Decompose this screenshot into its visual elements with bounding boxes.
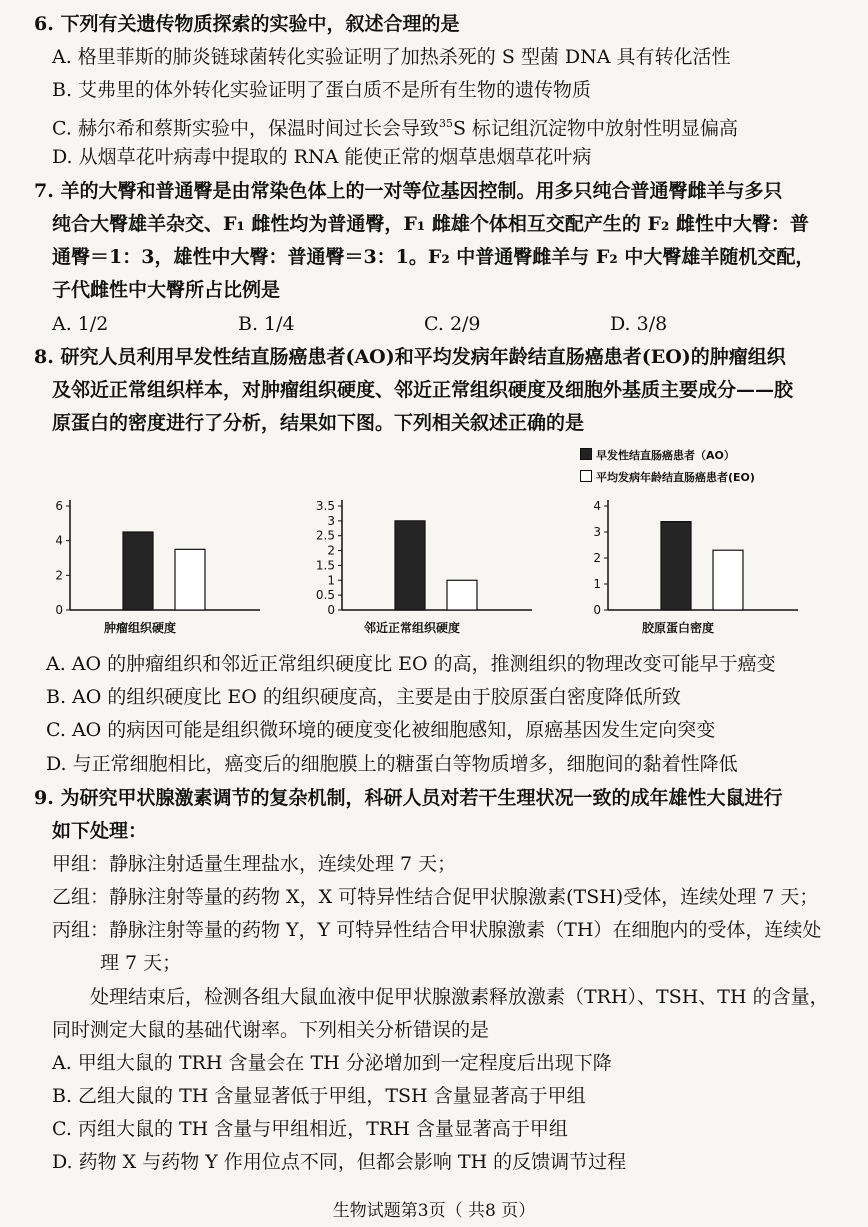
- y-tick-label: 2: [593, 551, 601, 565]
- legend-eo: 平均发病年龄结直肠癌患者(EO): [580, 469, 755, 485]
- q7-option-c: C. 2/9: [424, 313, 481, 335]
- y-tick-label: 0: [593, 603, 601, 617]
- page-footer: 生物试题第3页（ 共8 页）: [332, 1201, 536, 1221]
- q7-option-d: D. 3/8: [610, 313, 668, 335]
- q7-option-a: A. 1/2: [52, 313, 109, 335]
- q9-group-2: 乙组：静脉注射等量的药物 X，X 可特异性结合促甲状腺激素(TSH)受体，连续处理 7 天；: [52, 886, 819, 908]
- q8-stem-line2: 及邻近正常组织样本，对肿瘤组织硬度、邻近正常组织硬度及细胞外基质主要成分——胶: [52, 379, 794, 401]
- q8-option-b: B. AO 的组织硬度比 EO 的组织硬度高，主要是由于胶原蛋白密度降低所致: [46, 686, 681, 708]
- q7-stem-line4: 子代雌性中大臀所占比例是: [52, 279, 281, 301]
- y-tick-label: 1.5: [315, 558, 335, 573]
- bar-eo: [175, 549, 205, 610]
- bar-eo: [713, 550, 743, 610]
- q6-option-b: B. 艾弗里的体外转化实验证明了蛋白质不是所有生物的遗传物质: [52, 79, 592, 101]
- y-tick-label: 3: [327, 513, 335, 528]
- legend-eo-swatch: [580, 470, 592, 482]
- y-tick-label: 0.5: [315, 588, 335, 603]
- q9-option-b: B. 乙组大鼠的 TH 含量显著低于甲组，TSH 含量显著高于甲组: [52, 1085, 586, 1107]
- q7-stem-line3: 通臀＝1：3，雄性中大臀：普通臀＝3：1。F₂ 中普通臀雌羊与 F₂ 中大臀雄羊随机交配，: [52, 246, 815, 268]
- q8-option-a: A. AO 的肿瘤组织和邻近正常组织硬度比 EO 的高，推测组织的物理改变可能早于癌变: [46, 653, 776, 675]
- chart-adjacent-stiffness: [312, 492, 562, 648]
- bar-ao: [661, 522, 691, 610]
- y-tick-label: 2: [327, 543, 335, 558]
- q6-option-d: D. 从烟草花叶病毒中提取的 RNA 能使正常的烟草患烟草花叶病: [52, 146, 592, 168]
- q9-group-1: 甲组：静脉注射适量生理盐水，连续处理 7 天；: [52, 853, 457, 875]
- y-tick-label: 3: [593, 525, 601, 539]
- chart-collagen-density-svg: [578, 492, 828, 644]
- q8-stem-line1: 8. 研究人员利用早发性结直肠癌患者(AO)和平均发病年龄结直肠癌患者(EO)的肿瘤组织: [34, 346, 786, 368]
- q9-paragraph-line1: 处理结束后，检测各组大鼠血液中促甲状腺激素释放激素（TRH）、TSH、TH 的含量，: [90, 986, 829, 1008]
- legend-ao-swatch: [580, 448, 592, 460]
- q8-option-c: C. AO 的病因可能是组织微环境的硬度变化被细胞感知，原癌基因发生定向突变: [46, 719, 716, 741]
- chart-tumor-stiffness-svg: [40, 492, 290, 644]
- q9-stem-line2: 如下处理：: [52, 820, 148, 842]
- y-tick-label: 3.5: [315, 499, 335, 513]
- x-axis-label: 肿瘤组织硬度: [103, 621, 177, 635]
- y-tick-label: 6: [55, 499, 63, 513]
- y-tick-label: 0: [55, 603, 63, 617]
- q9-option-a: A. 甲组大鼠的 TRH 含量会在 TH 分泌增加到一定程度后出现下降: [52, 1052, 612, 1074]
- y-tick-label: 0: [327, 603, 335, 617]
- y-tick-label: 1: [593, 577, 601, 591]
- y-tick-label: 1: [327, 573, 335, 588]
- chart-adjacent-stiffness-svg: [312, 492, 562, 644]
- y-tick-label: 2: [55, 568, 63, 583]
- q6-option-c: C. 赫尔希和蔡斯实验中，保温时间过长会导致$^{35}$S 标记组沉淀物中放射性明显偏高: [52, 117, 739, 140]
- y-tick-label: 4: [593, 499, 601, 513]
- bar-ao: [123, 532, 153, 610]
- q9-option-c: C. 丙组大鼠的 TH 含量与甲组相近，TRH 含量显著高于甲组: [52, 1118, 568, 1140]
- x-axis-label: 邻近正常组织硬度: [363, 621, 461, 635]
- y-tick-label: 4: [55, 533, 63, 548]
- q8-stem-line3: 原蛋白的密度进行了分析，结果如下图。下列相关叙述正确的是: [52, 412, 585, 434]
- q9-group-3-line2: 理 7 天；: [100, 952, 182, 974]
- chart-collagen-density: [578, 492, 828, 648]
- q9-option-d: D. 药物 X 与药物 Y 作用位点不同，但都会影响 TH 的反馈调节过程: [52, 1151, 627, 1173]
- q7-stem-line1: 7. 羊的大臀和普通臀是由常染色体上的一对等位基因控制。用多只纯合普通臀雌羊与多只: [34, 180, 783, 202]
- q7-option-b: B. 1/4: [238, 313, 295, 335]
- bar-ao: [395, 521, 425, 610]
- q7-stem-line2: 纯合大臀雄羊杂交、F₁ 雌性均为普通臀，F₁ 雌雄个体相互交配产生的 F₂ 雌性中大臀：普: [52, 213, 809, 235]
- q6-stem: 6. 下列有关遗传物质探索的实验中，叙述合理的是: [34, 13, 460, 35]
- q6-option-a: A. 格里菲斯的肺炎链球菌转化实验证明了加热杀死的 S 型菌 DNA 具有转化活性: [52, 46, 731, 68]
- q9-stem-line1: 9. 为研究甲状腺激素调节的复杂机制，科研人员对若干生理状况一致的成年雄性大鼠进行: [34, 787, 783, 809]
- bar-eo: [447, 580, 477, 610]
- legend-ao: 早发性结直肠癌患者（AO）: [580, 447, 735, 463]
- q9-group-3-line1: 丙组：静脉注射等量的药物 Y，Y 可特异性结合甲状腺激素（TH）在细胞内的受体，连续处: [52, 919, 822, 941]
- chart-tumor-stiffness: [40, 492, 290, 648]
- q9-paragraph-line2: 同时测定大鼠的基础代谢率。下列相关分析错误的是: [52, 1019, 490, 1041]
- q8-option-d: D. 与正常细胞相比，癌变后的细胞膜上的糖蛋白等物质增多，细胞间的黏着性降低: [46, 753, 738, 775]
- x-axis-label: 胶原蛋白密度: [641, 621, 715, 635]
- y-tick-label: 2.5: [315, 528, 335, 543]
